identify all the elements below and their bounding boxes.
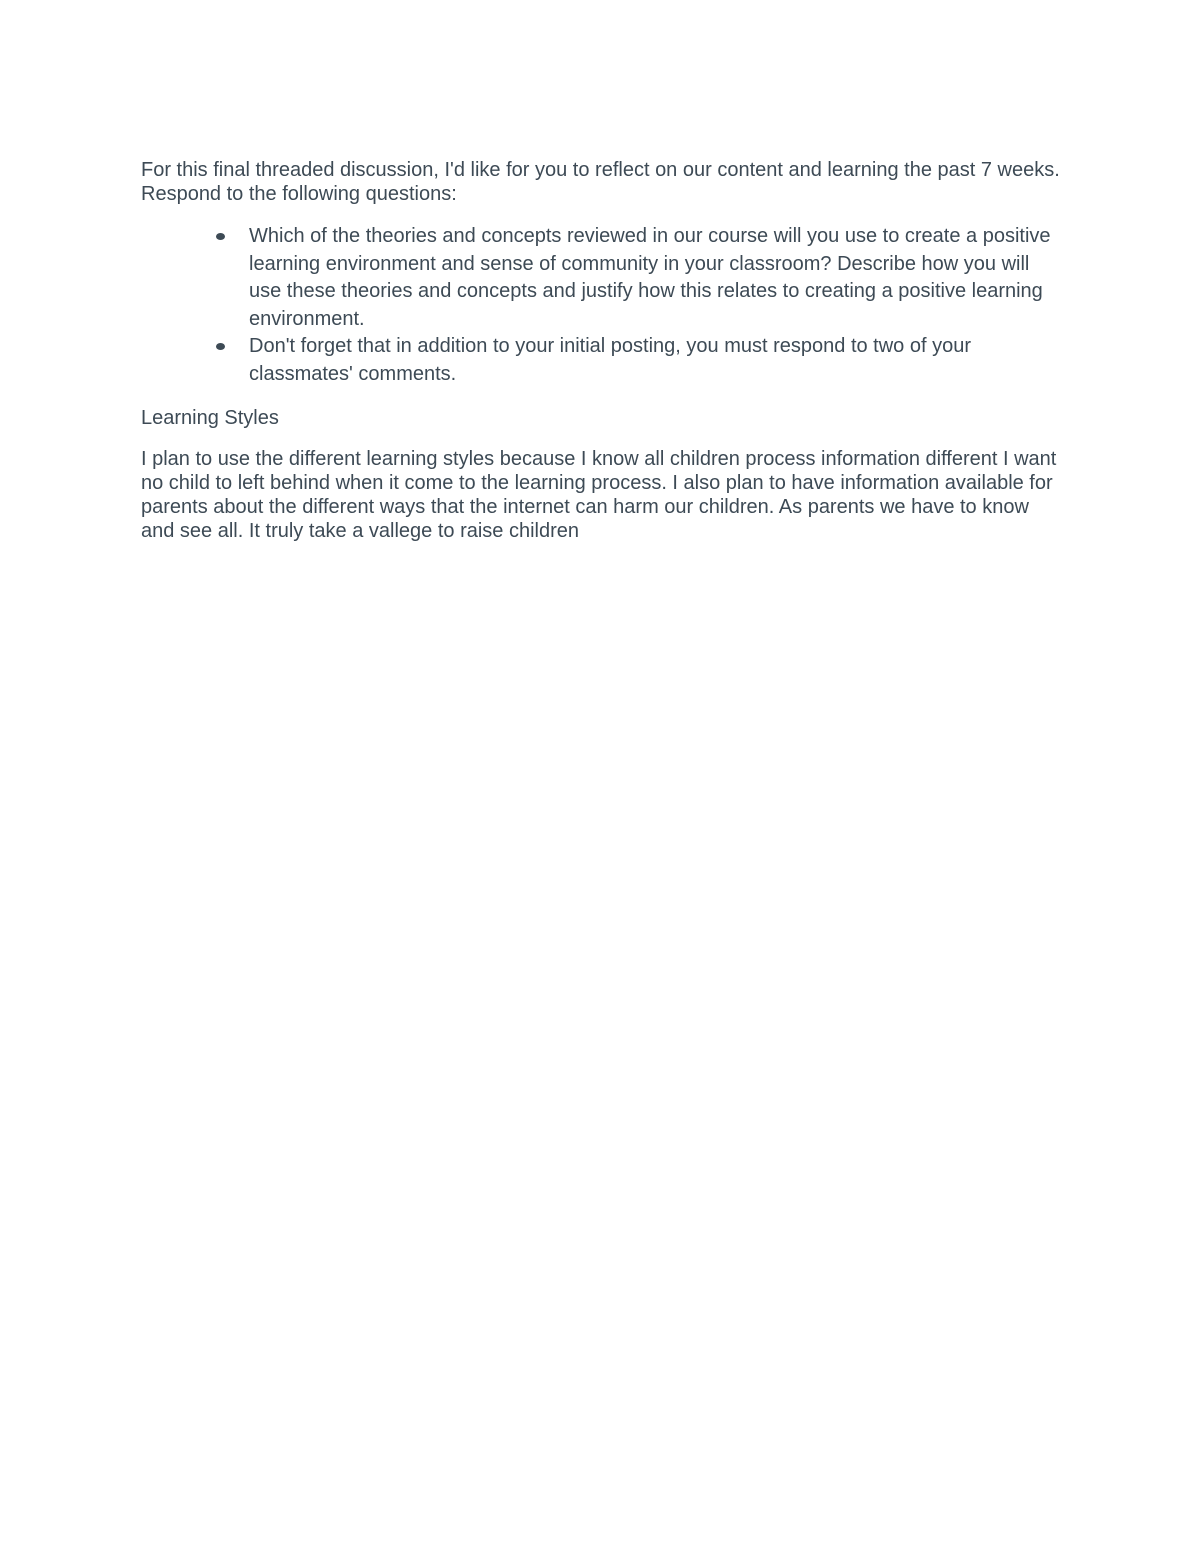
intro-paragraph: For this final threaded discussion, I'd like for you to reflect on our content and learning the past 7 weeks. Respond to the following questions: (141, 159, 1060, 205)
list-item-text: Don't forget that in addition to your initial posting, you must respond to two of your classmates' comments. (249, 335, 972, 385)
list-item-text: Which of the theories and concepts reviewed in our course will you use to create a positive learning environment and sense of community in your classroom? Describe how you will use these theories and concepts and justify how this relates to creating a positive learning environment. (249, 225, 1051, 330)
section-heading: Learning Styles (141, 407, 279, 429)
question-list (141, 223, 1066, 388)
list-item (141, 333, 1066, 388)
list-item (141, 223, 1066, 333)
response-paragraph: I plan to use the different learning styles because I know all children process information different I want no child to left behind when it come to the learning process. I also plan to have information available for parents about the different ways that the internet can harm our children. As parents we have to know and see all. It truly take a vallege to raise children (141, 448, 1057, 542)
document-content (141, 158, 1066, 543)
bullet-icon (216, 343, 225, 350)
bullet-icon (216, 233, 225, 240)
